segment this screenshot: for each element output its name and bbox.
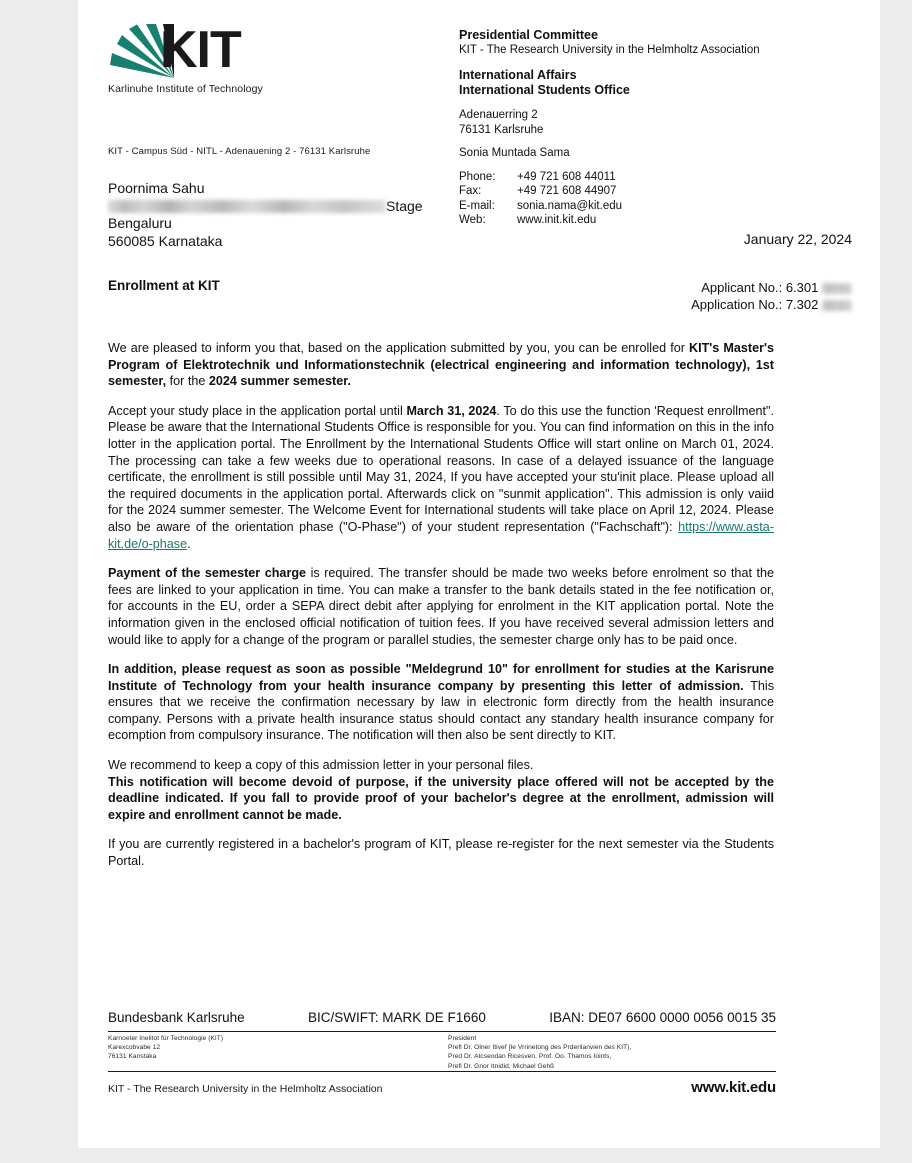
document-page: [78, 0, 880, 1148]
p2-deadline-bold: March 31, 2024: [406, 403, 497, 418]
p1-semester-bold: 2024 summer semester.: [208, 374, 351, 389]
applicant-number-row: [691, 279, 852, 296]
reference-numbers: [691, 279, 852, 313]
kit-logo-mark: [108, 22, 338, 82]
application-number-row: [691, 296, 852, 313]
contact-row-email: [459, 199, 622, 214]
p1-text-a: We are pleased to inform you that, based on the application submitted by you, you can be enrolled for: [108, 341, 690, 355]
contact-label-phone: Phone:: [459, 170, 496, 183]
bank-details-row: [108, 1010, 776, 1025]
contact-value-fax: +49 721 608 44907: [517, 185, 617, 197]
paragraph-re-register: If you are currently registered in a bachelor's program of KIT, please re-register for the next semester via the Students Portal.: [108, 837, 774, 869]
recipient-street-redacted: [108, 198, 423, 216]
sender-return-address: KIT - Campus Süd - NITL - Adenauening 2 - 76131 Karlsruhe: [108, 146, 371, 157]
p3-text-b: is required. The transfer should be made two weeks before enrolment so that the fees are linked to your application in time. You can make a transfer to the bank details stated in the fee notification or, for accounts in the EU, order a SEPA direct debit after applying for enrolment in the KIT application portal. Note the information given in the enclosed official notification of tuition fees. If you have received several admission letters and would like to apply for a change of the program or parallel studies, the semester charge only has to be paid once.: [108, 566, 774, 647]
p1-program-bold: KIT's Master's Program of Elektrotechnik und Informationstechnik (electrical engineering and information technology), 1st semester,: [108, 341, 774, 389]
footer-left-line-1: Karnoeter Inelitot für Technologie (KIT): [108, 1035, 224, 1042]
footer-right-line-1: President: [448, 1035, 477, 1042]
redaction-bar-application-no: [822, 300, 852, 311]
contact-row-fax: [459, 184, 622, 199]
paragraph-devoid-of-purpose: [108, 774, 774, 824]
paragraph-keep-copy: We recommend to keep a copy of this admission letter in your personal files.: [108, 758, 534, 773]
redaction-bar-street: [108, 200, 386, 213]
contact-value-web[interactable]: www.init.kit.edu: [517, 214, 597, 226]
footer-left-line-3: 76131 Kanstaka: [108, 1053, 157, 1061]
p4-heading-bold: In addition, please request as soon as possible "Meldegrund 10" for enrollment for studies at the Karisrune Institute of Technology from your health insurance company by presenting this letter of admission.: [108, 662, 774, 693]
recipient-region: 560085 Karnataka: [108, 232, 223, 249]
footer-rule-top: [108, 1031, 776, 1032]
footer-right-line-4: Prefl Dr. Gnor Itnidid, Michael Gehß: [448, 1062, 555, 1070]
recipient-name: Poornima Sahu: [108, 180, 205, 196]
footer-fineprint: [108, 1034, 776, 1071]
bank-name: Bundesbank Karlsruhe: [108, 1010, 245, 1025]
department-line-1: International Affairs: [459, 68, 577, 82]
contact-row-web: [459, 213, 622, 228]
paragraph-enrollment-confirmation: [108, 340, 774, 390]
letter-date: January 22, 2024: [743, 231, 852, 247]
bank-iban: IBAN: DE07 6600 0000 0056 0015 35: [549, 1010, 776, 1025]
footer-left-line-2: Karexcobvabe 12: [108, 1044, 161, 1052]
contact-value-email[interactable]: sonia.nama@kit.edu: [517, 199, 623, 212]
application-number-label: Application No.:: [691, 297, 783, 312]
applicant-number-label: Applicant No.:: [701, 280, 783, 295]
department-line-2: International Students Office: [459, 82, 630, 97]
contact-person-name: Sonia Muntada Sama: [459, 147, 570, 159]
footer-tagline: KIT - The Research University in the Helmholtz Association: [108, 1083, 383, 1095]
p1-text-c: for the: [166, 374, 209, 389]
footer-fineprint-left: [108, 1034, 448, 1071]
office-address-line-2: 76131 Karlsruhe: [459, 123, 544, 136]
paragraph-semester-charge: [108, 565, 774, 648]
paragraph-health-insurance: [108, 661, 774, 744]
contact-details-table: [459, 170, 622, 228]
footer-right-line-2: Prefl Dr. Olner Itivef [Ie Vrrinetong des Prderilanvien des KIT),: [448, 1044, 632, 1052]
kit-logo-subtitle: Karlinuhe Institute of Technology: [108, 83, 263, 95]
o-phase-link[interactable]: https://www.asta-kit.de/o-phase: [108, 519, 774, 551]
footer-website: www.kit.edu: [691, 1079, 776, 1096]
contact-label-fax: Fax:: [459, 185, 482, 197]
letterhead-contact-block: [459, 28, 819, 228]
recipient-city: Bengaluru: [108, 215, 172, 231]
recipient-address-block: [108, 180, 423, 250]
p2-text-d: .: [187, 536, 191, 551]
footer-rule-bottom: [108, 1071, 776, 1072]
contact-row-phone: [459, 170, 622, 185]
p3-heading-bold: Payment of the semester charge: [108, 566, 307, 581]
application-number-value: 7.302: [785, 297, 819, 312]
footer-fineprint-right: [448, 1034, 776, 1071]
paragraph-accept-study-place: [108, 403, 774, 552]
kit-wordmark: KIT: [160, 21, 241, 79]
kit-logo: [108, 22, 348, 95]
redaction-bar-applicant-no: [822, 283, 852, 294]
applicant-number-value: 6.301: [785, 280, 819, 295]
p6-bold: This notification will become devoid of purpose, if the university place offered will not be accepted by the deadline indicated. If you fall to provide proof of your bachelor's degree at the enrollment, admission will expire and enrollment cannot be made.: [108, 774, 774, 822]
footer-right-line-3: Pred Dr. Atcseodan Ricesven. Prof. Oo. Thamos Ioints,: [448, 1053, 612, 1061]
office-address-line-1: Adenauerring 2: [459, 109, 538, 121]
letter-subject: Enrollment at KIT: [108, 278, 220, 293]
contact-value-phone: +49 721 608 44011: [517, 170, 616, 183]
p2-text-c: . To do this use the function ʹRequest enrollment". Please be aware that the International Students Office is responsible for you. You can find information on this in the info lotter in the application portal. The Enrollment by the International Students Office will start online on March 01, 2024. The processing can take a few weeks due to operational reasons. In case of a delayed issuance of the language certificate, the enrollment is still possible until May 31, 2024, If you have accepted your stuʹinit place. Please upload all the required documents in the application portal. Afterwards click on "sunmit application". This admission is only vaiid for the 2024 summer semester. The Welcome Event for International students will take place on April 12, 2024. Please also be aware of the orientation phase ("O-Phase") of your student representation ("Fachschaft"):: [108, 403, 775, 534]
contact-label-email: E-mail:: [459, 199, 495, 212]
recipient-street-suffix: Stage: [386, 197, 423, 214]
org-title: Presidential Committee: [459, 28, 598, 42]
p2-text-a: Accept your study place in the application portal until: [108, 403, 407, 418]
bank-bic: BIC/SWIFT: MARK DE F1660: [308, 1010, 486, 1025]
contact-label-web: Web:: [459, 214, 486, 226]
letter-body: [108, 340, 774, 883]
org-subtitle: KIT - The Research University in the Helmholtz Association: [459, 43, 760, 56]
p4-text-b: This ensures that we receive the confirmation necessary by law in electronic form directly from the health insurance company. Persons with a private health insurance status should contact any standary health insurance company for ecomption from compulsory insurance. The notification will then also be sent directly to KIT.: [108, 678, 774, 743]
footer-bottom-row: [108, 1079, 776, 1096]
